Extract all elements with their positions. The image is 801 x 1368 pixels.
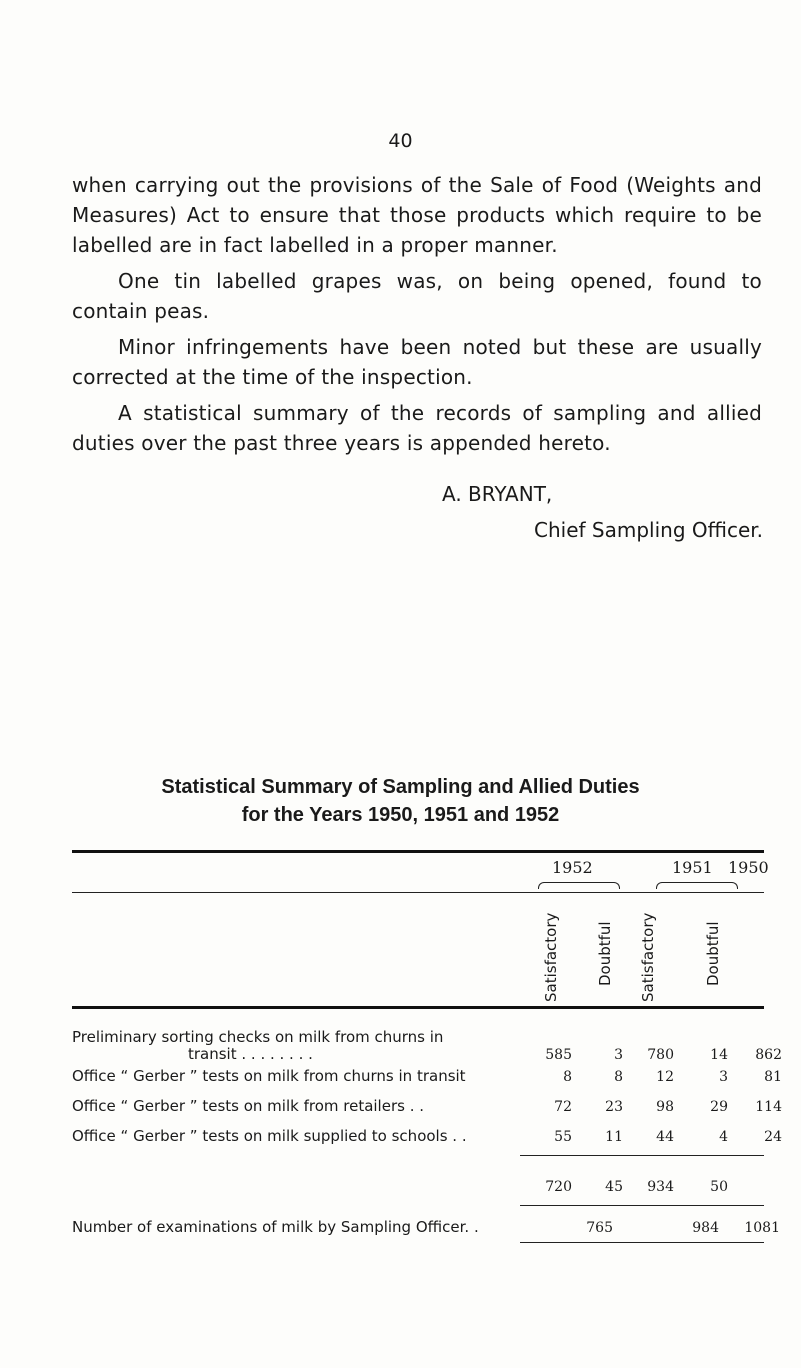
examinations-1950: 1081 <box>744 1220 780 1236</box>
row-label-schools: Office “ Gerber ” tests on milk supplied to schools . . <box>72 1127 467 1145</box>
cell-1951-doubtful: 14 <box>710 1047 728 1063</box>
brace-1951 <box>656 882 738 889</box>
totals-rule-bottom <box>520 1205 764 1206</box>
examinations-1952: 765 <box>586 1220 613 1236</box>
signature-title: Chief Sampling Officer. <box>534 518 763 542</box>
cell-1951-satisfactory: 98 <box>656 1099 674 1115</box>
year-1951-header: 1951 <box>672 858 713 877</box>
paragraph-summary: A statistical summary of the records of sampling and allied duties over the past three years is appended hereto. <box>72 401 762 455</box>
year-1950-header: 1950 <box>728 858 769 877</box>
signature-name: A. BRYANT, <box>442 482 553 506</box>
total-1951-satisfactory: 934 <box>647 1179 674 1195</box>
total-1951-doubtful: 50 <box>710 1179 728 1195</box>
cell-1951-satisfactory: 44 <box>656 1129 674 1145</box>
row-label-transit: transit . . . . . . . . <box>188 1045 313 1063</box>
cell-1952-satisfactory: 8 <box>563 1069 572 1085</box>
header-divider <box>72 892 764 893</box>
cell-1951-doubtful: 3 <box>719 1069 728 1085</box>
year-1952-header: 1952 <box>552 858 593 877</box>
cell-1952-doubtful: 8 <box>614 1069 623 1085</box>
row-label-examinations: Number of examinations of milk by Sampling Officer. . <box>72 1218 479 1236</box>
totals-rule-top <box>520 1155 764 1156</box>
cell-1952-doubtful: 11 <box>605 1129 623 1145</box>
table-top-rule <box>72 850 764 853</box>
cell-1950: 862 <box>755 1047 782 1063</box>
paragraph-grapes: One tin labelled grapes was, on being opened, found to contain peas. <box>72 269 762 323</box>
total-1952-satisfactory: 720 <box>545 1179 572 1195</box>
cell-1951-doubtful: 4 <box>719 1129 728 1145</box>
cell-1950: 114 <box>755 1099 782 1115</box>
cell-1951-doubtful: 29 <box>710 1099 728 1115</box>
cell-1952-satisfactory: 55 <box>554 1129 572 1145</box>
row-label-retailers: Office “ Gerber ” tests on milk from retailers . . <box>72 1097 425 1115</box>
cell-1951-satisfactory: 12 <box>656 1069 674 1085</box>
table-subtitle: for the Years 1950, 1951 and 1952 <box>241 804 560 826</box>
paragraph-infringements: Minor infringements have been noted but these are usually corrected at the time of the inspection. <box>72 335 762 389</box>
page-number: 40 <box>388 130 413 152</box>
cell-1952-doubtful: 3 <box>614 1047 623 1063</box>
brace-1952 <box>538 882 620 889</box>
row-label-preliminary: Preliminary sorting checks on milk from churns in <box>72 1028 444 1046</box>
cell-1950: 24 <box>764 1129 782 1145</box>
cell-1952-doubtful: 23 <box>605 1099 623 1115</box>
table-row <box>72 1045 537 1063</box>
cell-1952-satisfactory: 585 <box>545 1047 572 1063</box>
paragraph-continuation: when carrying out the provisions of the Sale of Food (Weights and Measures) Act to ensure that those products which require to be labelled are in fact labelled in a proper manner. <box>72 173 762 257</box>
total-1952-doubtful: 45 <box>605 1179 623 1195</box>
column-satisfactory-1951: Satisfactory <box>639 912 657 1002</box>
table-title: Statistical Summary of Sampling and Allied Duties <box>161 776 640 798</box>
column-satisfactory-1952: Satisfactory <box>542 912 560 1002</box>
cell-1952-satisfactory: 72 <box>554 1099 572 1115</box>
cell-1951-satisfactory: 780 <box>647 1047 674 1063</box>
examinations-1951: 984 <box>692 1220 719 1236</box>
header-bottom-rule <box>72 1006 764 1009</box>
cell-1950: 81 <box>764 1069 782 1085</box>
column-doubtful-1951: Doubtful <box>704 921 722 986</box>
table-bottom-rule <box>520 1242 764 1243</box>
column-doubtful-1952: Doubtful <box>596 921 614 986</box>
row-label-churns: Office “ Gerber ” tests on milk from churns in transit <box>72 1067 466 1085</box>
